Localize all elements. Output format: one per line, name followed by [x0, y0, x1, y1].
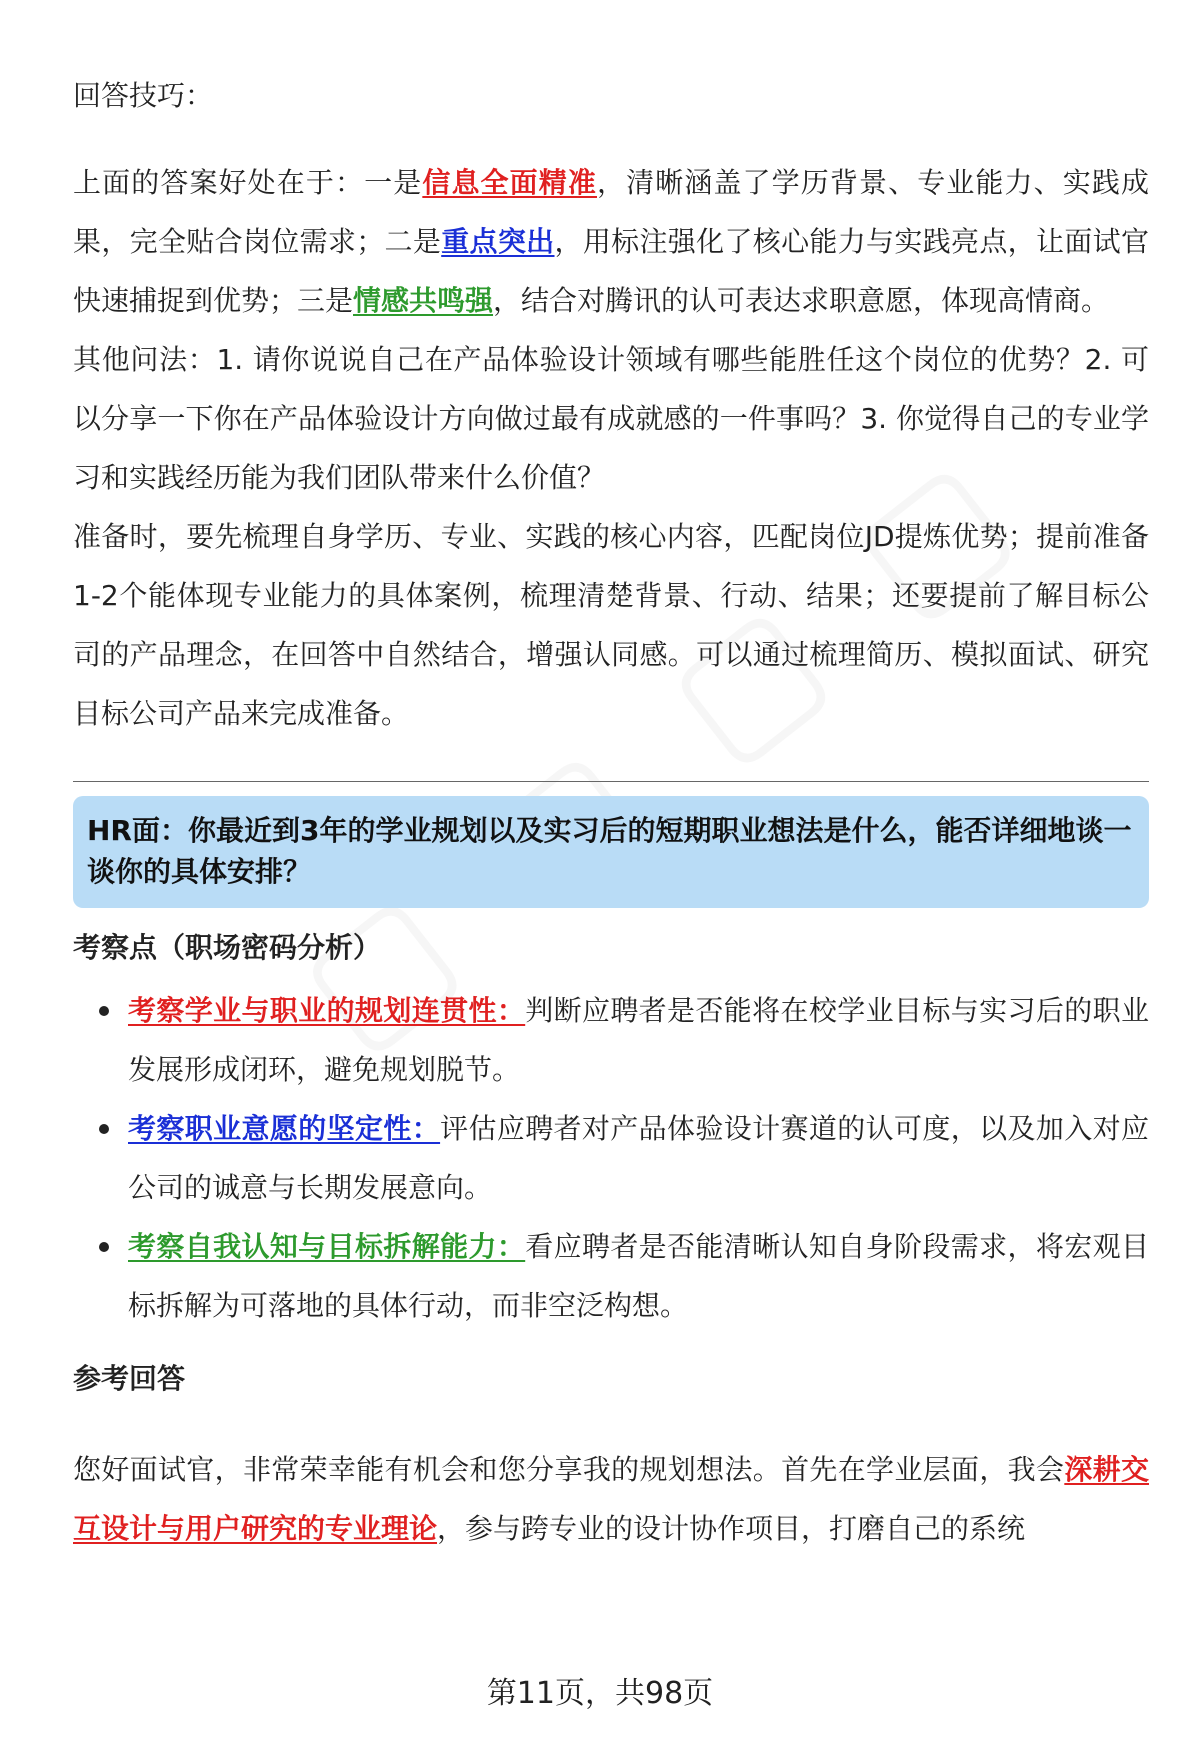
tips-p1-text: 上面的答案好处在于：一是 — [73, 166, 423, 199]
answer-text: ，参与跨专业的设计协作项目，打磨自己的系统 — [437, 1512, 1026, 1545]
tips-p1-text: ，用标注强化了核心能力与实践亮点，让面试官快速捕捉到优势；三是 — [73, 225, 1149, 317]
spacer — [73, 1412, 1149, 1440]
question-box — [73, 796, 1149, 908]
tips-p1-text: ，结合对腾讯的认可表达求职意愿，体现高情商。 — [493, 284, 1110, 317]
highlight-key-points: 重点突出 — [441, 225, 555, 258]
point-text: 评估应聘者对产品体验设计赛道的认可度，以及加入对应公司的诚意与长期发展意向。 — [128, 1112, 1149, 1204]
section-divider — [73, 781, 1149, 782]
point-title: 考察学业与职业的规划连贯性： — [128, 994, 526, 1027]
spacer — [73, 125, 1149, 153]
answer-paragraph — [73, 1440, 1149, 1558]
tips-paragraph-1 — [73, 153, 1149, 330]
list-item — [73, 1099, 1149, 1217]
list-item — [73, 1217, 1149, 1335]
bullet-dot-icon — [99, 1124, 109, 1134]
question-text: HR面：你最近到3年的学业规划以及实习后的短期职业想法是什么，能否详细地谈一谈你的具体安排？ — [87, 814, 1132, 888]
points-list — [73, 981, 1149, 1335]
page-number: 第11页，共98页 — [486, 1676, 714, 1711]
page-content — [73, 66, 1149, 1558]
answer-heading: 参考回答 — [73, 1362, 186, 1395]
point-text: 看应聘者是否能清晰认知自身阶段需求，将宏观目标拆解为可落地的具体行动，而非空泛构想。 — [128, 1230, 1149, 1322]
tips-paragraph-2: 其他问法：1. 请你说说自己在产品体验设计领域有哪些能胜任这个岗位的优势？2. 可以分享一下你在产品体验设计方向做过最有成就感的一件事吗？3. 你觉得自己的专业学习和实践经历能为我们团队带来什么价值？ — [73, 343, 1149, 494]
bullet-dot-icon — [99, 1006, 109, 1016]
tips-paragraph-3: 准备时，要先梳理自身学历、专业、实践的核心内容，匹配岗位JD提炼优势；提前准备1-2个能体现专业能力的具体案例，梳理清楚背景、行动、结果；还要提前了解目标公司的产品理念，在回答中自然结合，增强认同感。可以通过梳理简历、模拟面试、研究目标公司产品来完成准备。 — [73, 520, 1149, 730]
bullet-dot-icon — [99, 1242, 109, 1252]
tips-p1-text: ，清晰涵盖了学历背景、专业能力、实践成果，完全贴合岗位需求；二是 — [73, 166, 1149, 258]
point-title: 考察自我认知与目标拆解能力： — [128, 1230, 526, 1263]
highlight-deep-theory: 深耕交互设计与用户研究的专业理论 — [73, 1453, 1149, 1545]
points-heading: 考察点（职场密码分析） — [73, 931, 382, 964]
point-text: 判断应聘者是否能将在校学业目标与实习后的职业发展形成闭环，避免规划脱节。 — [128, 994, 1149, 1086]
highlight-empathy: 情感共鸣强 — [353, 284, 494, 317]
list-item — [73, 981, 1149, 1099]
answer-text: 您好面试官，非常荣幸能有机会和您分享我的规划想法。首先在学业层面，我会 — [73, 1453, 1065, 1486]
point-title: 考察职业意愿的坚定性： — [128, 1112, 441, 1145]
highlight-info-accurate: 信息全面精准 — [422, 166, 597, 199]
tips-heading: 回答技巧： — [73, 79, 214, 112]
